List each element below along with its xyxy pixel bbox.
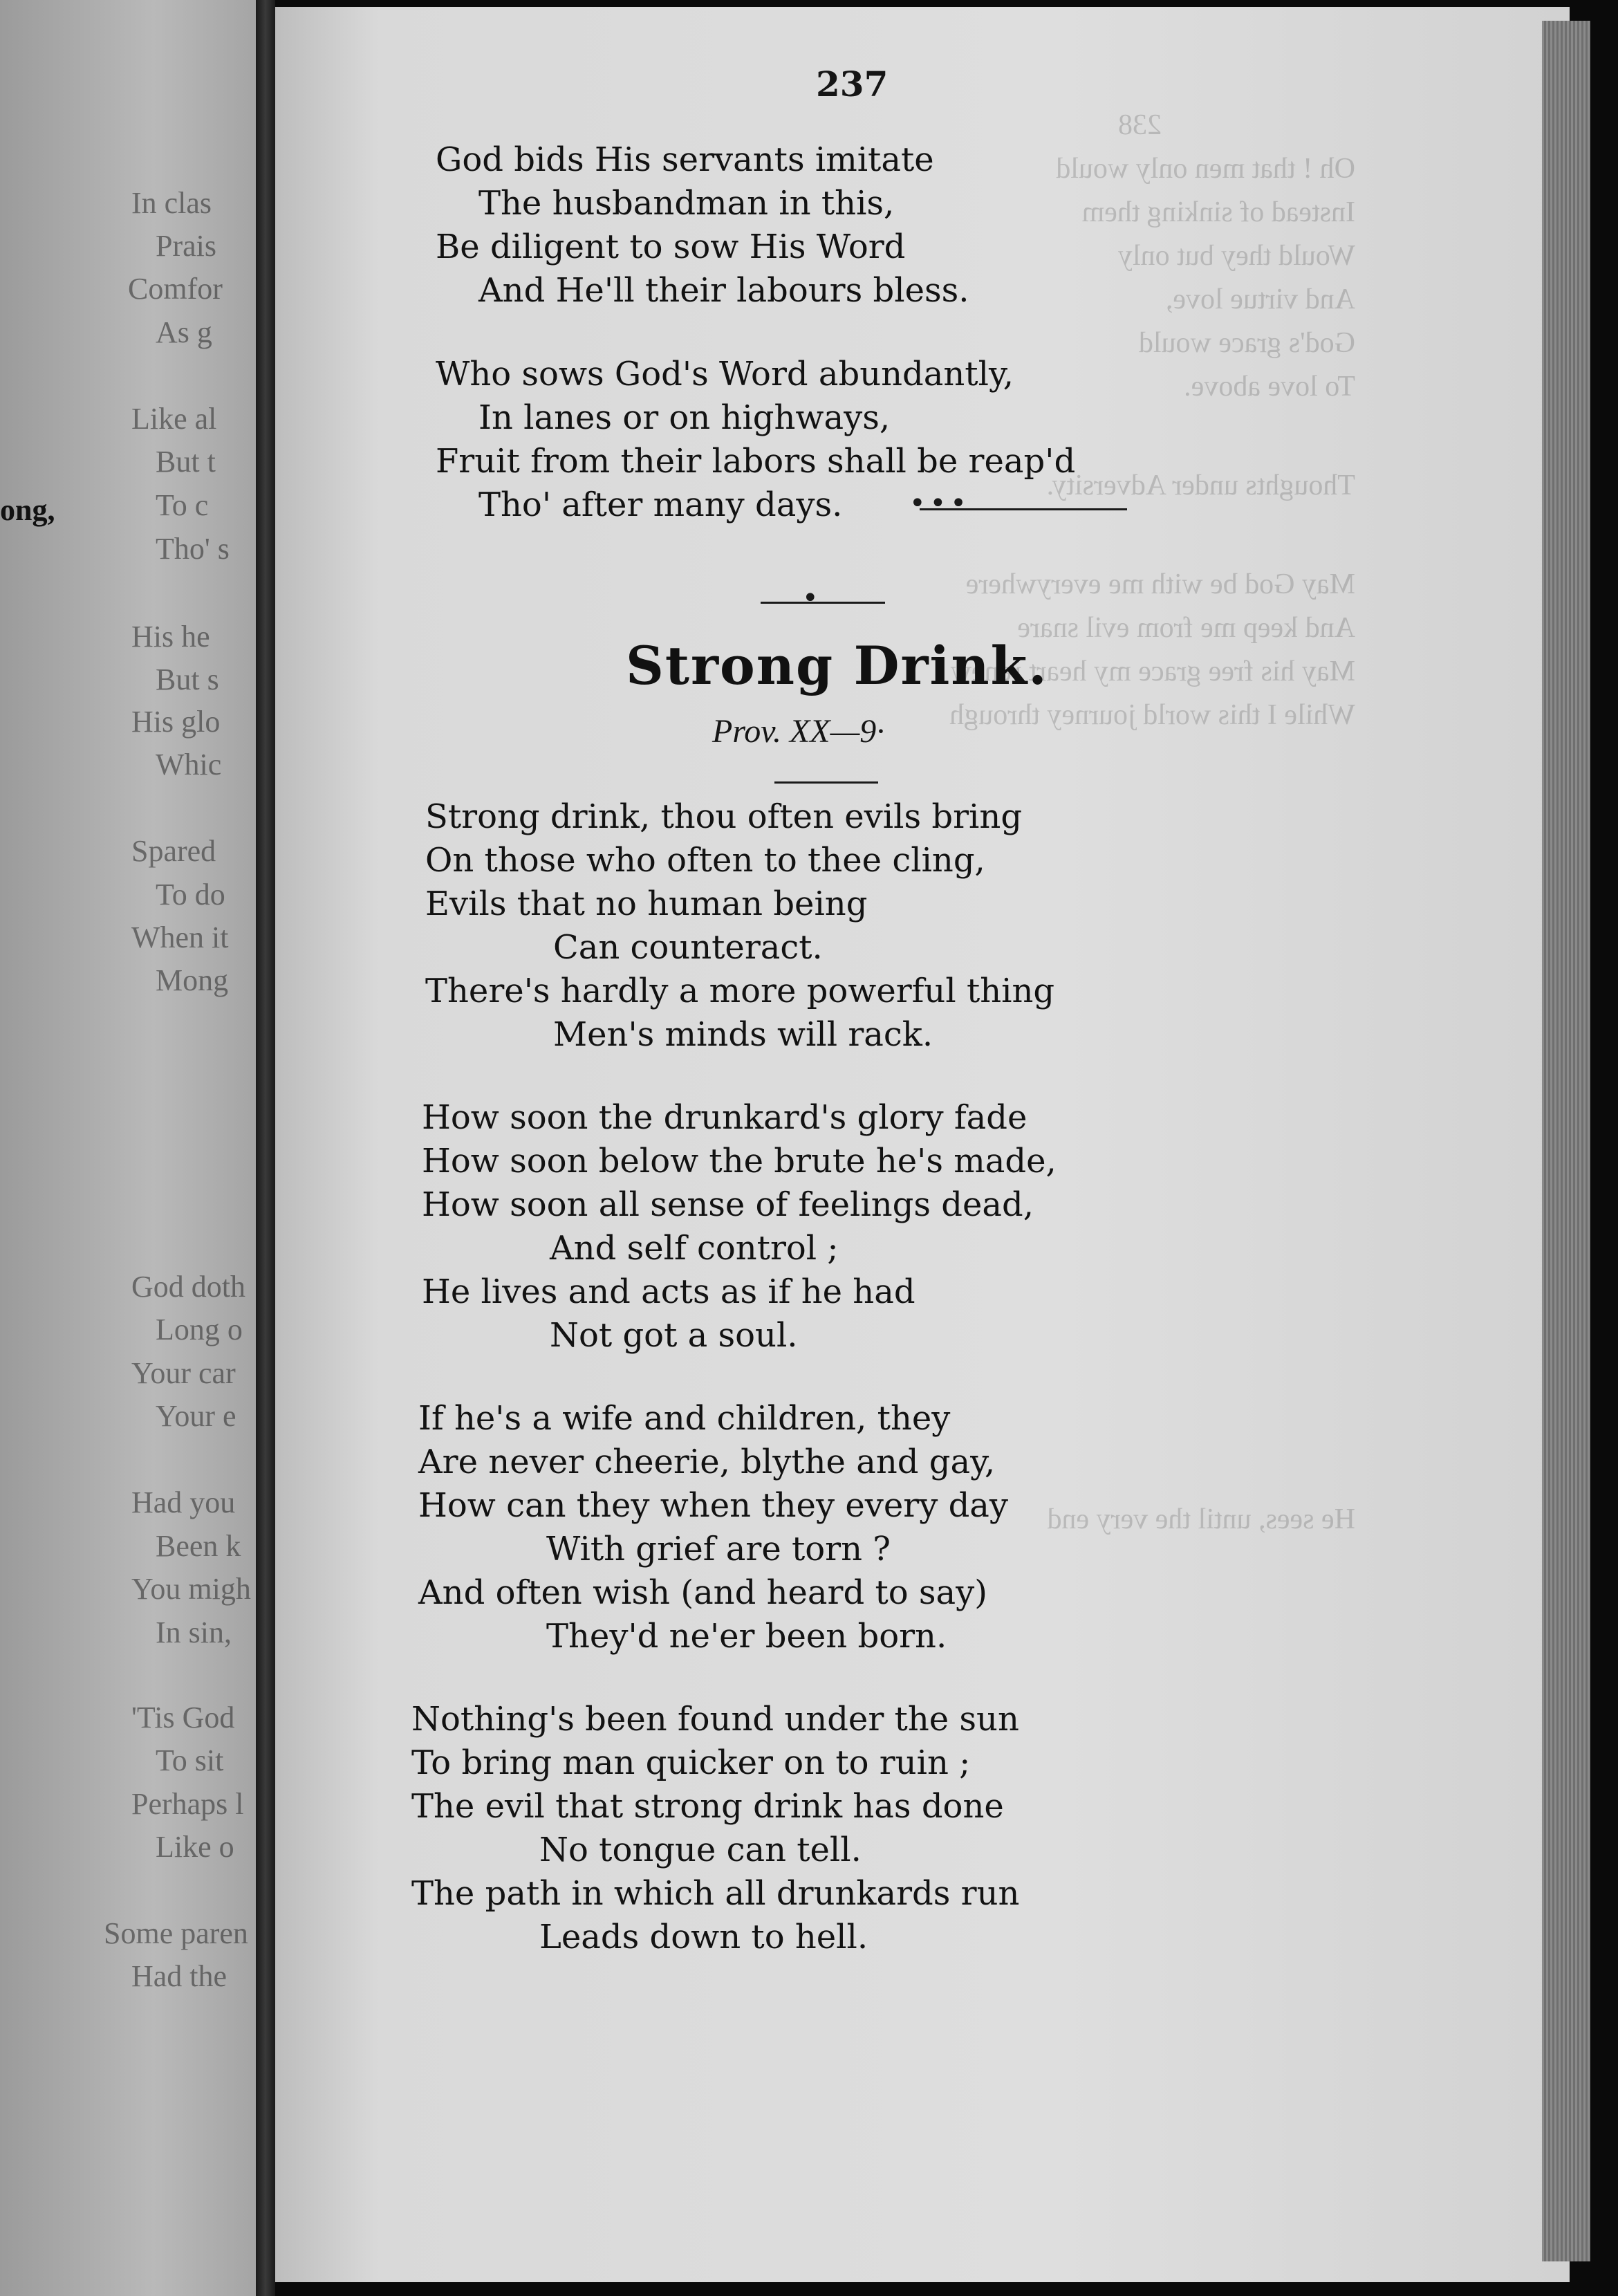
bleed-line: He sees, until the very end [1047,1503,1355,1535]
poem-verse-2 [422,1096,1057,1358]
verse-line: In lanes or on highways, [478,398,891,437]
poem-verse-4 [411,1698,1019,1959]
left-fragment: To c [156,488,209,522]
verse-line: The path in which all drunkards run [411,1874,1020,1913]
book-spine [256,0,275,2296]
verse-line: On those who often to thee cling, [425,841,985,880]
verse-line: Evils that no human being [425,885,868,923]
left-fragment: Spared [131,834,216,868]
left-fragment: His glo [131,705,221,739]
left-fragment: Like o [156,1830,234,1864]
ornament-dots: ••• [909,488,971,519]
verse-line: To bring man quicker on to ruin ; [411,1743,971,1782]
left-fragment: But s [156,663,219,696]
left-fragment: You migh [131,1572,251,1606]
intro-stanza-1 [436,138,969,313]
left-fragment: To do [156,878,225,911]
poem-verse-3 [418,1397,1008,1658]
page-edge [1542,21,1590,2261]
verse-line: The husbandman in this, [478,184,895,223]
verse-line: Leads down to hell. [539,1918,868,1956]
intro-stanza-2 [436,353,1075,527]
bleed-line: And keep me from evil snare [1017,612,1355,644]
left-fragment: Whic [156,748,222,781]
verse-line: How soon below the brute he's made, [422,1142,1057,1181]
bleed-line: May his free grace my heart renew [950,656,1355,687]
left-fragment: God doth [131,1270,245,1304]
bleed-line: God's grace would [1138,327,1355,359]
left-fragment: When it [131,920,229,954]
verse-line: Are never cheerie, blythe and gay, [418,1443,996,1481]
left-fragment: But t [156,445,216,479]
ornament-dots: • [802,582,823,614]
verse-line: There's hardly a more powerful thing [425,972,1055,1010]
verse-line: He lives and acts as if he had [422,1272,915,1311]
left-fragment: Like al [131,402,217,436]
verse-line: Can counteract. [553,928,823,967]
verse-line: Fruit from their labors shall be reap'd [436,442,1076,481]
page-number: 237 [816,64,889,104]
left-fragment: Your car [131,1356,236,1390]
left-fragment: His he [131,620,210,654]
poem-reference: Prov. XX—9· [712,713,885,750]
left-fragment: 'Tis God [131,1701,235,1734]
poem-title: Strong Drink. [626,635,1048,696]
bleed-line: May God be with me everywhere [965,568,1355,600]
left-fragment: Had you [131,1485,236,1519]
left-fragment: Been k [156,1529,241,1563]
verse-line: If he's a wife and children, they [418,1399,951,1438]
divider-rule [774,781,878,784]
left-fragment: Your e [156,1399,236,1433]
left-fragment: Mong [156,963,229,997]
verse-line: And self control ; [550,1229,839,1268]
verse-line: Who sows God's Word abundantly, [436,355,1014,394]
verse-line: Tho' after many days. [478,485,843,524]
bleed-line: Oh ! that men only would [1056,153,1355,185]
bleed-line: 238 [1118,109,1162,141]
left-fragment: Comfor [128,272,223,306]
bleed-line: To love above. [1184,371,1355,402]
left-fragment: Tho' s [156,532,230,566]
left-fragment: To sit [156,1743,224,1777]
verse-line: And He'll their labours bless. [478,271,969,310]
verse-line: How soon the drunkard's glory fade [422,1098,1027,1137]
left-fragment: Prais [156,229,216,263]
verse-line: And often wish (and heard to say) [418,1573,987,1612]
left-fragment: Some paren [104,1916,248,1950]
verse-line: The evil that strong drink has done [411,1787,1004,1826]
verse-line: Strong drink, thou often evils bring [425,797,1023,836]
left-fragment: Long o [156,1313,243,1346]
bleed-line: Instead of sinking them [1081,196,1355,228]
left-fragment: In clas [131,186,212,220]
verse-line: How can they when they every day [418,1486,1009,1525]
bleed-line: Would they but only [1117,240,1355,272]
verse-line: How soon all sense of feelings dead, [422,1185,1034,1224]
verse-line: No tongue can tell. [539,1831,862,1869]
left-fragment: Perhaps l [131,1787,244,1821]
bleed-line: While I this world journey through [949,699,1355,731]
verse-line: They'd ne'er been born. [546,1617,947,1656]
left-fragment: In sin, [156,1615,232,1649]
left-page [0,0,256,2296]
verse-line: God bids His servants imitate [436,140,934,179]
left-fragment: Had the [131,1959,227,1993]
left-fragment: As g [156,315,212,349]
verse-line: With grief are torn ? [546,1530,891,1568]
verse-line: Men's minds will rack. [553,1015,933,1054]
divider-rule [761,602,885,604]
bleed-line: And virtue love, [1165,284,1355,315]
poem-verse-1 [425,795,1054,1057]
verse-line: Be diligent to sow His Word [436,228,906,266]
bleed-line: Thoughts under Adversity. [1046,470,1355,501]
verse-line: Not got a soul. [550,1316,798,1355]
left-fragment: ong, [0,493,55,527]
verse-line: Nothing's been found under the sun [411,1700,1019,1739]
